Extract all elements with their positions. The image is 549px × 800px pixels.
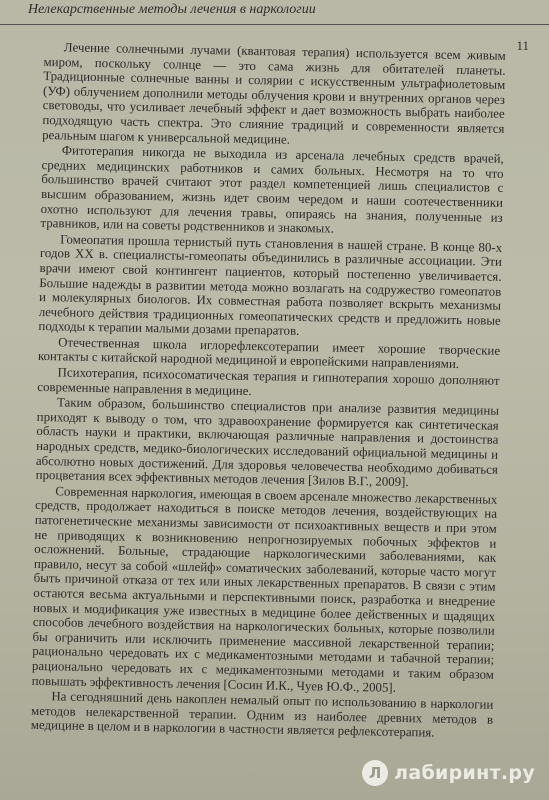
paragraph-reflexotherapy-school: Отечественная школа иглорефлексотерапии имеет хорошие творческие контакты с китайской народной медициной и европейскими направлениями. <box>37 335 501 372</box>
watermark-text: лабиринт.ру <box>394 762 535 784</box>
paragraph-experience: На сегодняшний день накоплен немалый опыт по использованию в наркологии методов нелекарственной терапии. Одним из наиболее древних методов в медицине в целом и в наркологии в частности является рефлексотерапия. <box>30 689 494 740</box>
paragraph-phytotherapy: Фитотерапия никогда не выходила из арсенала лечебных средств врачей, средних медицинских работников и самих больных. Несмотря на то что большинство врачей считают этот раздел компетенцией лишь специалистов с высшим образованием, жизнь идет своим чередом и наши соотечественники охотно используют для лечения травы, опираясь на знания, полученные из травников, или на советы родственников и знакомых. <box>40 143 504 236</box>
paragraph-homeopathy: Гомеопатия прошла тернистый путь становления в нашей стране. В конце 80-х годов XX в. специалисты-гомеопаты объединились в различные ассоциации. Эти врачи имеют свой контингент пациентов, который постепенно увеличивается. Большие надежды в развитии метода можно возлагать на содружество гомеопатов и молекулярных биологов. Их совместная работа позволяет вскрыть механизмы лечебного действия традиционных гомеопатических средств и предложить новые подходы к терапии малыми дозами препаратов. <box>38 232 503 339</box>
paragraph-psychotherapy: Психотерапия, психосоматическая терапия и гипнотерапия хорошо дополняют современные направления в медицине. <box>37 365 500 398</box>
running-header <box>0 0 549 25</box>
paragraph-quantum-therapy: Лечение солнечными лучами (квантовая терапия) используется всем живым миром, поскольку солнце — это сама жизнь для обитателей планеты. Традиционные солнечные ванны и солярии с искусственным ультрафиолетовым (УФ) облучением дополнили методы облучения крови и внутренних органов через световоды, что усиливает лечебный эффект и дает возможность выбрать наиболее подходящую часть спектра. Это слияние традиций и современности является реальным шагом к универсальной медицине. <box>42 40 506 147</box>
page-number: 11 <box>516 38 529 53</box>
labirint-watermark <box>362 760 535 786</box>
running-header-title: Нелекарственные методы лечения в наркологии <box>28 2 316 17</box>
body-text <box>31 40 506 743</box>
paragraph-conclusion: Таким образом, большинство специалистов при анализе развития медицины приходят к выводу о том, что здравоохранение формируется как синтетическая область науки и практики, включающая различные направления и достоинства народных средств, медико-биологических исследований официальной медицины и абсолютно новых достижений. Для здоровья человечества необходимо добиваться процветания всех эффективных методов лечения [Зилов В.Г., 2009]. <box>35 395 500 490</box>
labirint-logo-icon: Л <box>362 760 388 786</box>
paragraph-modern-narcology: Современная наркология, имеющая в своем арсенале множество лекарственных средств, продолжает находиться в поиске методов лечения, воздействующих на патогенетические механизмы зависимости от психоактивных веществ и при этом не приводящих к возникновению непрогнозируемых побочных эффектов и осложнений. Больные, страдающие наркологическими заболеваниями, как правило, несут за собой «шлейф» соматических заболеваний, которые часто могут быть причиной отказа от тех или иных лекарственных препаратов. В связи с этим остаются весьма актуальными и перспективными поиск, разработка и внедрение новых и модификация уже известных в медицине более действенных и щадящих способов лечебного воздействия на наркологических больных, которые позволили бы ограничить или исключить применение массивной лекарственной терапии; рационально чередовать их с медикаментозными методами и табачной терапии; рационально чередовать их с медикаментозными методами и таким образом повышать эффективность лечения [Сосин И.К., Чуев Ю.Ф., 2005]. <box>31 484 498 695</box>
